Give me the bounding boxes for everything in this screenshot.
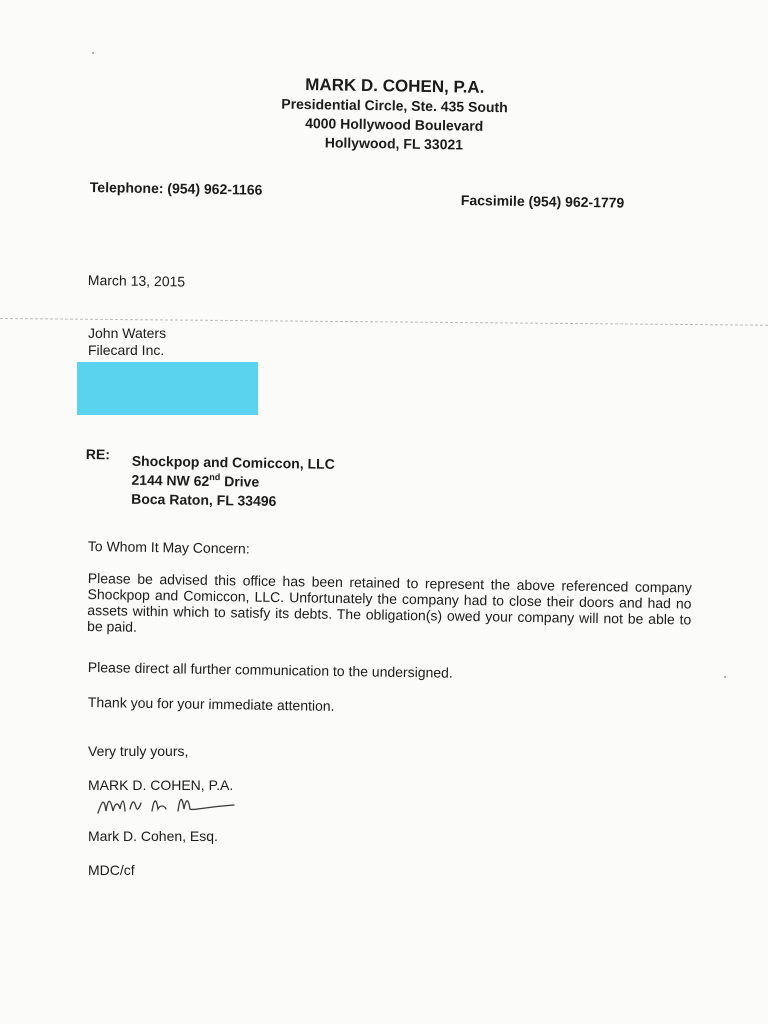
body-paragraph-3: Thank you for your immediate attention. <box>87 694 335 714</box>
closing-firm-name: MARK D. COHEN, P.A. <box>88 777 234 793</box>
salutation: To Whom It May Concern: <box>87 538 250 557</box>
facsimile-number: Facsimile (954) 962-1779 <box>460 192 625 211</box>
recipient-name: John Waters <box>88 325 167 341</box>
re-line-2-prefix: 2144 NW 62 <box>131 471 210 489</box>
address-line-3: Hollywood, FL 33021 <box>324 134 464 153</box>
re-line-3: Boca Raton, FL 33496 <box>131 490 277 509</box>
paper-speck <box>724 676 726 678</box>
firm-name: MARK D. COHEN, P.A. <box>305 75 485 97</box>
signer-name: Mark D. Cohen, Esq. <box>88 828 218 844</box>
re-line-1: Shockpop and Comiccon, LLC <box>131 452 335 472</box>
reference-initials: MDC/cf <box>88 862 135 878</box>
valediction: Very truly yours, <box>88 743 189 759</box>
re-line-2-suffix: Drive <box>220 473 260 490</box>
re-address <box>131 452 335 512</box>
redaction-block <box>77 362 258 415</box>
body-paragraph-2: Please direct all further communication to the undersigned. <box>87 659 453 681</box>
letterhead <box>239 74 550 156</box>
letter-date: March 13, 2015 <box>87 272 186 290</box>
address-line-2: 4000 Hollywood Boulevard <box>305 115 484 134</box>
body-paragraph-1-text: Please be advised this office has been retained to represent the above referenced company Shockpop and Comiccon, LLC. Unfortunately the company had to close their doors and had no assets within which to satisfy its debts. The obligation(s) owed your company will not be able to be paid. <box>86 570 692 635</box>
address-line-1: Presidential Circle, Ste. 435 South <box>281 95 508 116</box>
telephone-number: Telephone: (954) 962-1166 <box>89 179 263 198</box>
body-paragraph-1 <box>87 570 692 643</box>
re-line-2-sup: nd <box>209 471 221 483</box>
recipient-company: Filecard Inc. <box>88 342 165 358</box>
paper-speck <box>92 52 94 54</box>
re-label: RE: <box>85 446 111 463</box>
signature <box>94 791 244 821</box>
